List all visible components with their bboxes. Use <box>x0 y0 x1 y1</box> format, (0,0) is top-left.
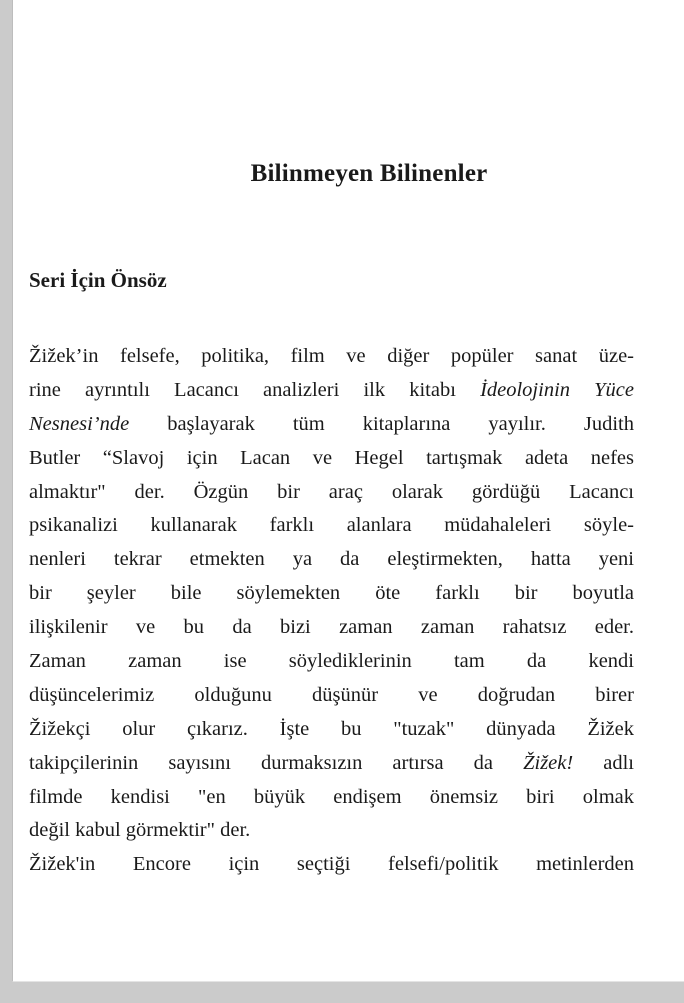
italic-title: Nesnesi’nde <box>29 412 130 435</box>
text-run: takipçilerinin sayısını durmaksızın artırsa da <box>29 751 524 774</box>
text-line <box>29 476 634 510</box>
text-line <box>29 577 634 611</box>
text-run: ilişkilenir ve bu da bizi zaman zaman rahatsız eder. <box>29 616 634 639</box>
text-run: almaktır" der. Özgün bir araç olarak gördüğü Lacancı <box>29 480 634 503</box>
text-run: başlayarak tüm kitaplarına yayılır. Judith <box>129 412 634 435</box>
text-line <box>29 543 634 577</box>
body-paragraph <box>29 340 634 882</box>
italic-title: İdeolojinin Yüce <box>480 378 635 401</box>
text-line <box>29 781 634 815</box>
text-line <box>29 713 634 747</box>
text-line <box>29 645 634 679</box>
text-line <box>29 679 634 713</box>
text-line <box>29 374 634 408</box>
text-run: Žižekçi olur çıkarız. İşte bu "tuzak" dünyada Žižek <box>29 717 634 740</box>
text-line <box>29 340 634 374</box>
italic-title: Žižek! <box>523 751 574 774</box>
chapter-title: Bilinmeyen Bilinenler <box>250 160 488 187</box>
text-run: Žižek’in felsefe, politika, film ve diğer popüler sanat üze- <box>29 345 634 367</box>
text-run: rine ayrıntılı Lacancı analizleri ilk kitabı <box>29 378 481 401</box>
text-run: Butler “Slavoj için Lacan ve Hegel tartışmak adeta nefes <box>29 446 634 469</box>
text-line <box>29 848 634 882</box>
text-run: adlı <box>573 751 634 774</box>
text-run: nenleri tekrar etmekten ya da eleştirmekten, hatta yeni <box>29 548 634 571</box>
text-run: Žižek'in Encore için seçtiği felsefi/politik metinlerden <box>29 853 634 876</box>
text-run: filmde kendisi "en büyük endişem önemsiz biri olmak <box>29 785 634 808</box>
text-run: Zaman zaman ise söylediklerinin tam da kendi <box>29 650 634 673</box>
text-line <box>29 442 634 476</box>
text-run: psikanalizi kullanarak farklı alanlara müdahaleleri söyle- <box>29 514 634 537</box>
text-line <box>29 408 634 442</box>
text-line <box>29 747 634 781</box>
text-run: bir şeyler bile söylemekten öte farklı bir boyutla <box>29 582 634 605</box>
text-line <box>29 611 634 645</box>
text-run: düşüncelerimiz olduğunu düşünür ve doğrudan birer <box>29 683 634 706</box>
document-page <box>12 0 684 982</box>
section-title: Seri İçin Önsöz <box>29 268 167 292</box>
text-line <box>29 509 634 543</box>
text-line <box>29 814 634 848</box>
text-run: değil kabul görmektir" der. <box>29 819 251 842</box>
